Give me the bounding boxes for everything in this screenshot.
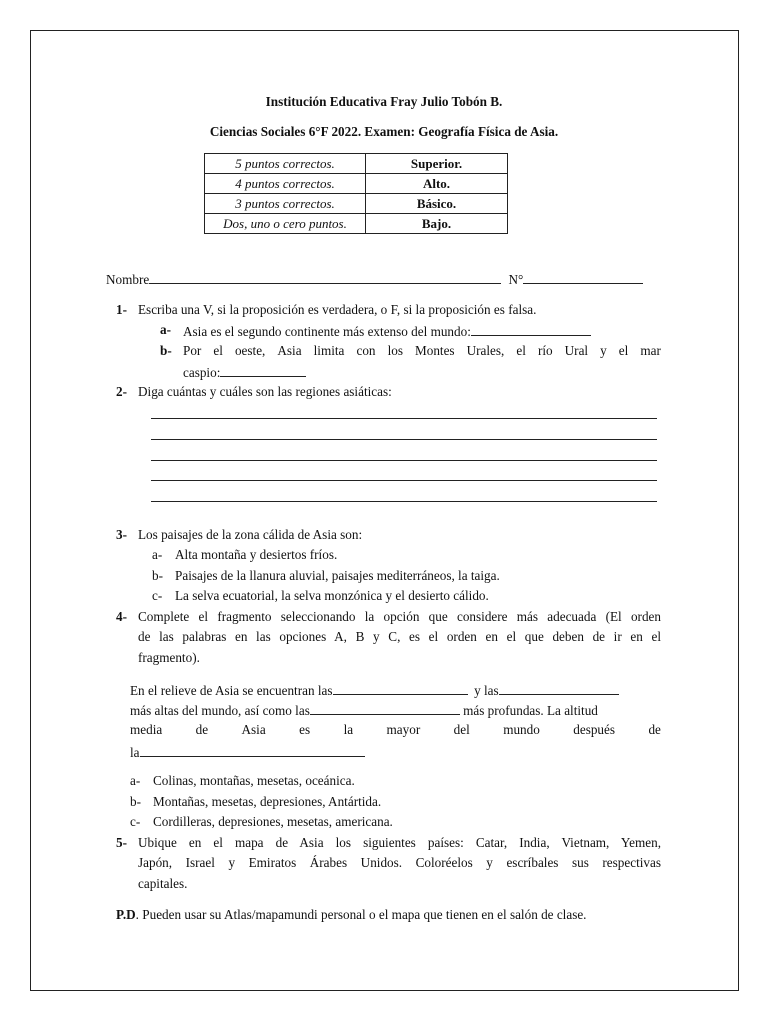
q1-b-text-line: [183, 343, 661, 359]
answer-line[interactable]: [151, 501, 657, 502]
q4-option-c-text: Cordilleras, depresiones, mesetas, americana.: [153, 814, 393, 829]
q1-b-word: Montes: [415, 343, 455, 358]
fragment-text: más profundas. La altitud: [463, 703, 598, 718]
grade-level: Alto.: [366, 174, 508, 194]
q1-b-word: el: [618, 343, 629, 358]
q1-b-word: río: [537, 343, 553, 358]
q1-b-word: oeste,: [234, 343, 266, 358]
grade-points: Dos, uno o cero puntos.: [205, 214, 366, 234]
q1-a-item: [183, 322, 591, 340]
q5-text-line3: capitales.: [138, 876, 188, 891]
q1-b-word: el: [213, 343, 223, 358]
q3-option-a-letter: a-: [152, 547, 163, 562]
q5-text-line2: Japón, Israel y Emiratos Árabes Unidos. Coloréelos y escríbales sus respectivas: [138, 855, 661, 870]
fragment-line4: [130, 743, 365, 761]
q1-b-word: el: [516, 343, 526, 358]
q3-option-b-text: Paisajes de la llanura aluvial, paisajes mediterráneos, la taiga.: [175, 568, 500, 583]
q1-b-text-line2: caspio:: [183, 365, 221, 380]
fragment-word: después: [573, 722, 616, 737]
fragment-text: y las: [474, 683, 499, 698]
fragment-blank-3[interactable]: [310, 701, 460, 715]
fragment-line1: [130, 681, 619, 699]
fragment-line3: [130, 722, 661, 738]
q4-option-b-letter: b-: [130, 794, 141, 809]
fragment-word: mayor: [386, 722, 421, 737]
q3-option-c-letter: c-: [152, 588, 163, 603]
q1-b-answer-field[interactable]: [220, 363, 306, 377]
q5-number: 5-: [116, 835, 127, 850]
grade-level: Básico.: [366, 194, 508, 214]
q4-option-b-text: Montañas, mesetas, depresiones, Antártida.: [153, 794, 382, 809]
grade-points: 5 puntos correctos.: [205, 154, 366, 174]
name-field[interactable]: [149, 270, 501, 284]
q4-text-line1: Complete el fragmento seleccionando la opción que considere más adecuada (El orden: [138, 609, 661, 624]
grade-level: Superior.: [366, 154, 508, 174]
fragment-blank-4[interactable]: [140, 743, 365, 757]
fragment-word: la: [343, 722, 354, 737]
grading-table: [204, 153, 508, 234]
q1-number: 1-: [116, 302, 127, 317]
grade-points: 3 puntos correctos.: [205, 194, 366, 214]
fragment-text: En el relieve de Asia se encuentran las: [130, 683, 333, 698]
fragment-word: de: [195, 722, 209, 737]
q1-b-letter: b-: [160, 343, 172, 358]
q1-b-item-line2: [183, 363, 306, 381]
answer-line[interactable]: [151, 418, 657, 419]
fragment-blank-2[interactable]: [499, 681, 619, 695]
answer-line[interactable]: [151, 439, 657, 440]
q1-b-word: con: [356, 343, 376, 358]
q3-text: Los paisajes de la zona cálida de Asia son:: [138, 527, 363, 542]
fragment-text: más altas del mundo, así como las: [130, 703, 310, 718]
q1-b-word: Urales,: [466, 343, 505, 358]
fragment-word: Asia: [241, 722, 266, 737]
q4-option-a-text: Colinas, montañas, mesetas, oceánica.: [153, 773, 355, 788]
number-label: N°: [508, 272, 524, 287]
q5-text-line1: Ubique en el mapa de Asia los siguientes países: Catar, India, Vietnam, Yemen,: [138, 835, 661, 850]
q4-number: 4-: [116, 609, 127, 624]
number-field[interactable]: [523, 270, 643, 284]
q4-text-line3: fragmento).: [138, 650, 200, 665]
fragment-word: mundo: [503, 722, 540, 737]
grade-points: 4 puntos correctos.: [205, 174, 366, 194]
grade-level: Bajo.: [366, 214, 508, 234]
q1-text: Escriba una V, si la proposición es verdadera, o F, si la proposición es falsa.: [138, 302, 537, 317]
q1-b-word: Ural: [564, 343, 589, 358]
pd-text: . Pueden usar su Atlas/mapamundi personal o el mapa que tienen en el salón de clase.: [135, 907, 587, 922]
name-row: [106, 270, 643, 288]
q3-option-c-text: La selva ecuatorial, la selva monzónica y el desierto cálido.: [175, 588, 489, 603]
fragment-text: la: [130, 745, 140, 760]
answer-line[interactable]: [151, 460, 657, 461]
table-row: [205, 174, 508, 194]
q2-number: 2-: [116, 384, 127, 399]
exam-title: Ciencias Sociales 6°F 2022. Examen: Geografía Física de Asia.: [209, 124, 559, 139]
q1-b-word: y: [600, 343, 607, 358]
table-row: [205, 154, 508, 174]
fragment-word: del: [453, 722, 470, 737]
answer-line[interactable]: [151, 480, 657, 481]
fragment-word: de: [648, 722, 661, 737]
fragment-blank-1[interactable]: [333, 681, 468, 695]
table-row: [205, 194, 508, 214]
name-label: Nombre: [106, 272, 150, 287]
q1-a-letter: a-: [160, 322, 171, 337]
q2-text: Diga cuántas y cuáles son las regiones asiáticas:: [138, 384, 392, 399]
q1-b-word: Por: [183, 343, 202, 358]
q3-option-a-text: Alta montaña y desiertos fríos.: [175, 547, 338, 562]
q1-b-word: mar: [640, 343, 661, 358]
q1-b-word: limita: [313, 343, 345, 358]
fragment-line2: [130, 701, 598, 719]
institution-title: Institución Educativa Fray Julio Tobón B.: [265, 94, 503, 109]
q1-b-word: Asia: [277, 343, 302, 358]
q3-option-b-letter: b-: [152, 568, 163, 583]
q3-number: 3-: [116, 527, 127, 542]
q1-a-text: Asia es el segundo continente más extenso del mundo:: [183, 324, 471, 339]
q4-option-c-letter: c-: [130, 814, 141, 829]
q1-b-word: los: [387, 343, 403, 358]
fragment-word: media: [130, 722, 163, 737]
q4-text-line2: de las palabras en las opciones A, B y C, es el orden en el que deben de ir en el: [138, 629, 661, 644]
q4-option-a-letter: a-: [130, 773, 141, 788]
fragment-word: es: [299, 722, 311, 737]
footer-note: [116, 907, 586, 923]
pd-label: P.D: [116, 907, 136, 922]
table-row: [205, 214, 508, 234]
q1-a-answer-field[interactable]: [471, 322, 591, 336]
